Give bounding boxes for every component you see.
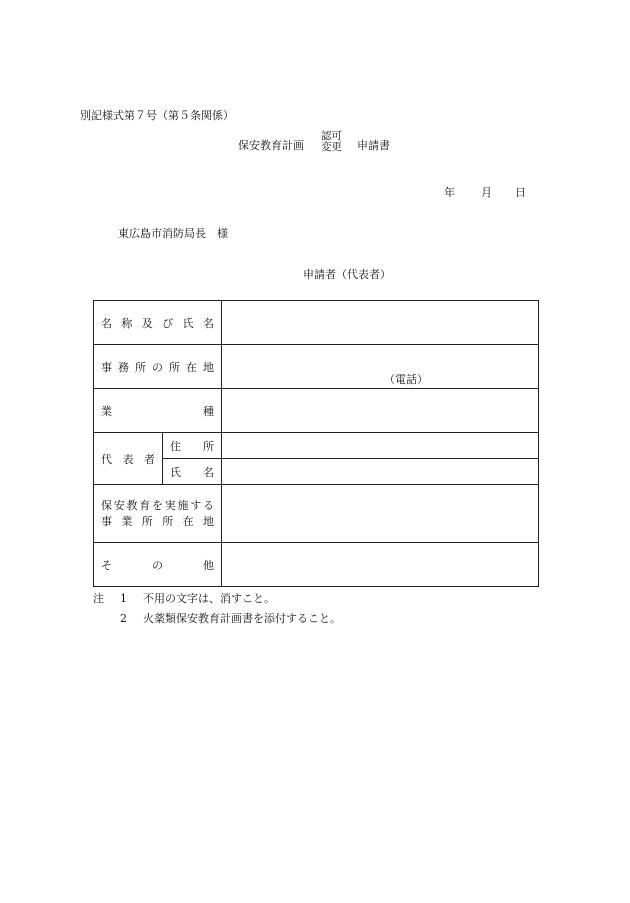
- table-row: [94, 543, 539, 587]
- table-row: [94, 345, 539, 389]
- rep-address-field[interactable]: [222, 433, 539, 459]
- applicant-label: 申請者（代表者）: [303, 268, 391, 281]
- other-label: その他: [94, 543, 222, 587]
- title-option-approval: 認可: [321, 130, 342, 142]
- note-line: [93, 609, 341, 629]
- form-number-label: 別記様式第７号（第５条関係）: [80, 109, 234, 122]
- business-type-field[interactable]: [222, 389, 539, 433]
- title-option-change: 変更: [321, 141, 342, 153]
- name-field[interactable]: [222, 301, 539, 345]
- date-year-label: 年: [444, 186, 455, 199]
- addressee: 東広島市消防局長 様: [118, 227, 228, 240]
- rep-name-label: 氏名: [163, 459, 222, 485]
- note-number: 2: [120, 612, 127, 625]
- application-table: [93, 300, 539, 587]
- education-site-label: [94, 485, 222, 543]
- rep-name-field[interactable]: [222, 459, 539, 485]
- table-row: [94, 389, 539, 433]
- office-address-label: 事務所の所在地: [94, 345, 222, 389]
- note-line: [93, 589, 341, 609]
- title-prefix: 保安教育計画: [238, 139, 304, 152]
- representative-label: 代表者: [94, 433, 163, 485]
- table-row: [94, 433, 539, 459]
- name-label: 名称及び氏名: [94, 301, 222, 345]
- note-number: 1: [120, 592, 127, 605]
- rep-address-label: 住所: [163, 433, 222, 459]
- date-month-label: 月: [481, 186, 492, 199]
- business-type-label: 業種: [94, 389, 222, 433]
- title-suffix: 申請書: [357, 139, 390, 152]
- note-text: 火薬類保安教育計画書を添付すること。: [143, 612, 341, 625]
- table-row: [94, 301, 539, 345]
- education-site-label-line-1: 保安教育を実施する: [101, 498, 214, 512]
- notes-head: 注: [93, 592, 104, 605]
- notes: [93, 589, 341, 629]
- table-row: [94, 485, 539, 543]
- education-site-label-line-2: 事業所所在地: [101, 514, 214, 528]
- phone-label: （電話）: [384, 373, 428, 386]
- note-text: 不用の文字は、消すこと。: [143, 592, 275, 605]
- other-field[interactable]: [222, 543, 539, 587]
- date-day-label: 日: [515, 186, 526, 199]
- education-site-field[interactable]: [222, 485, 539, 543]
- office-address-field[interactable]: [222, 345, 539, 389]
